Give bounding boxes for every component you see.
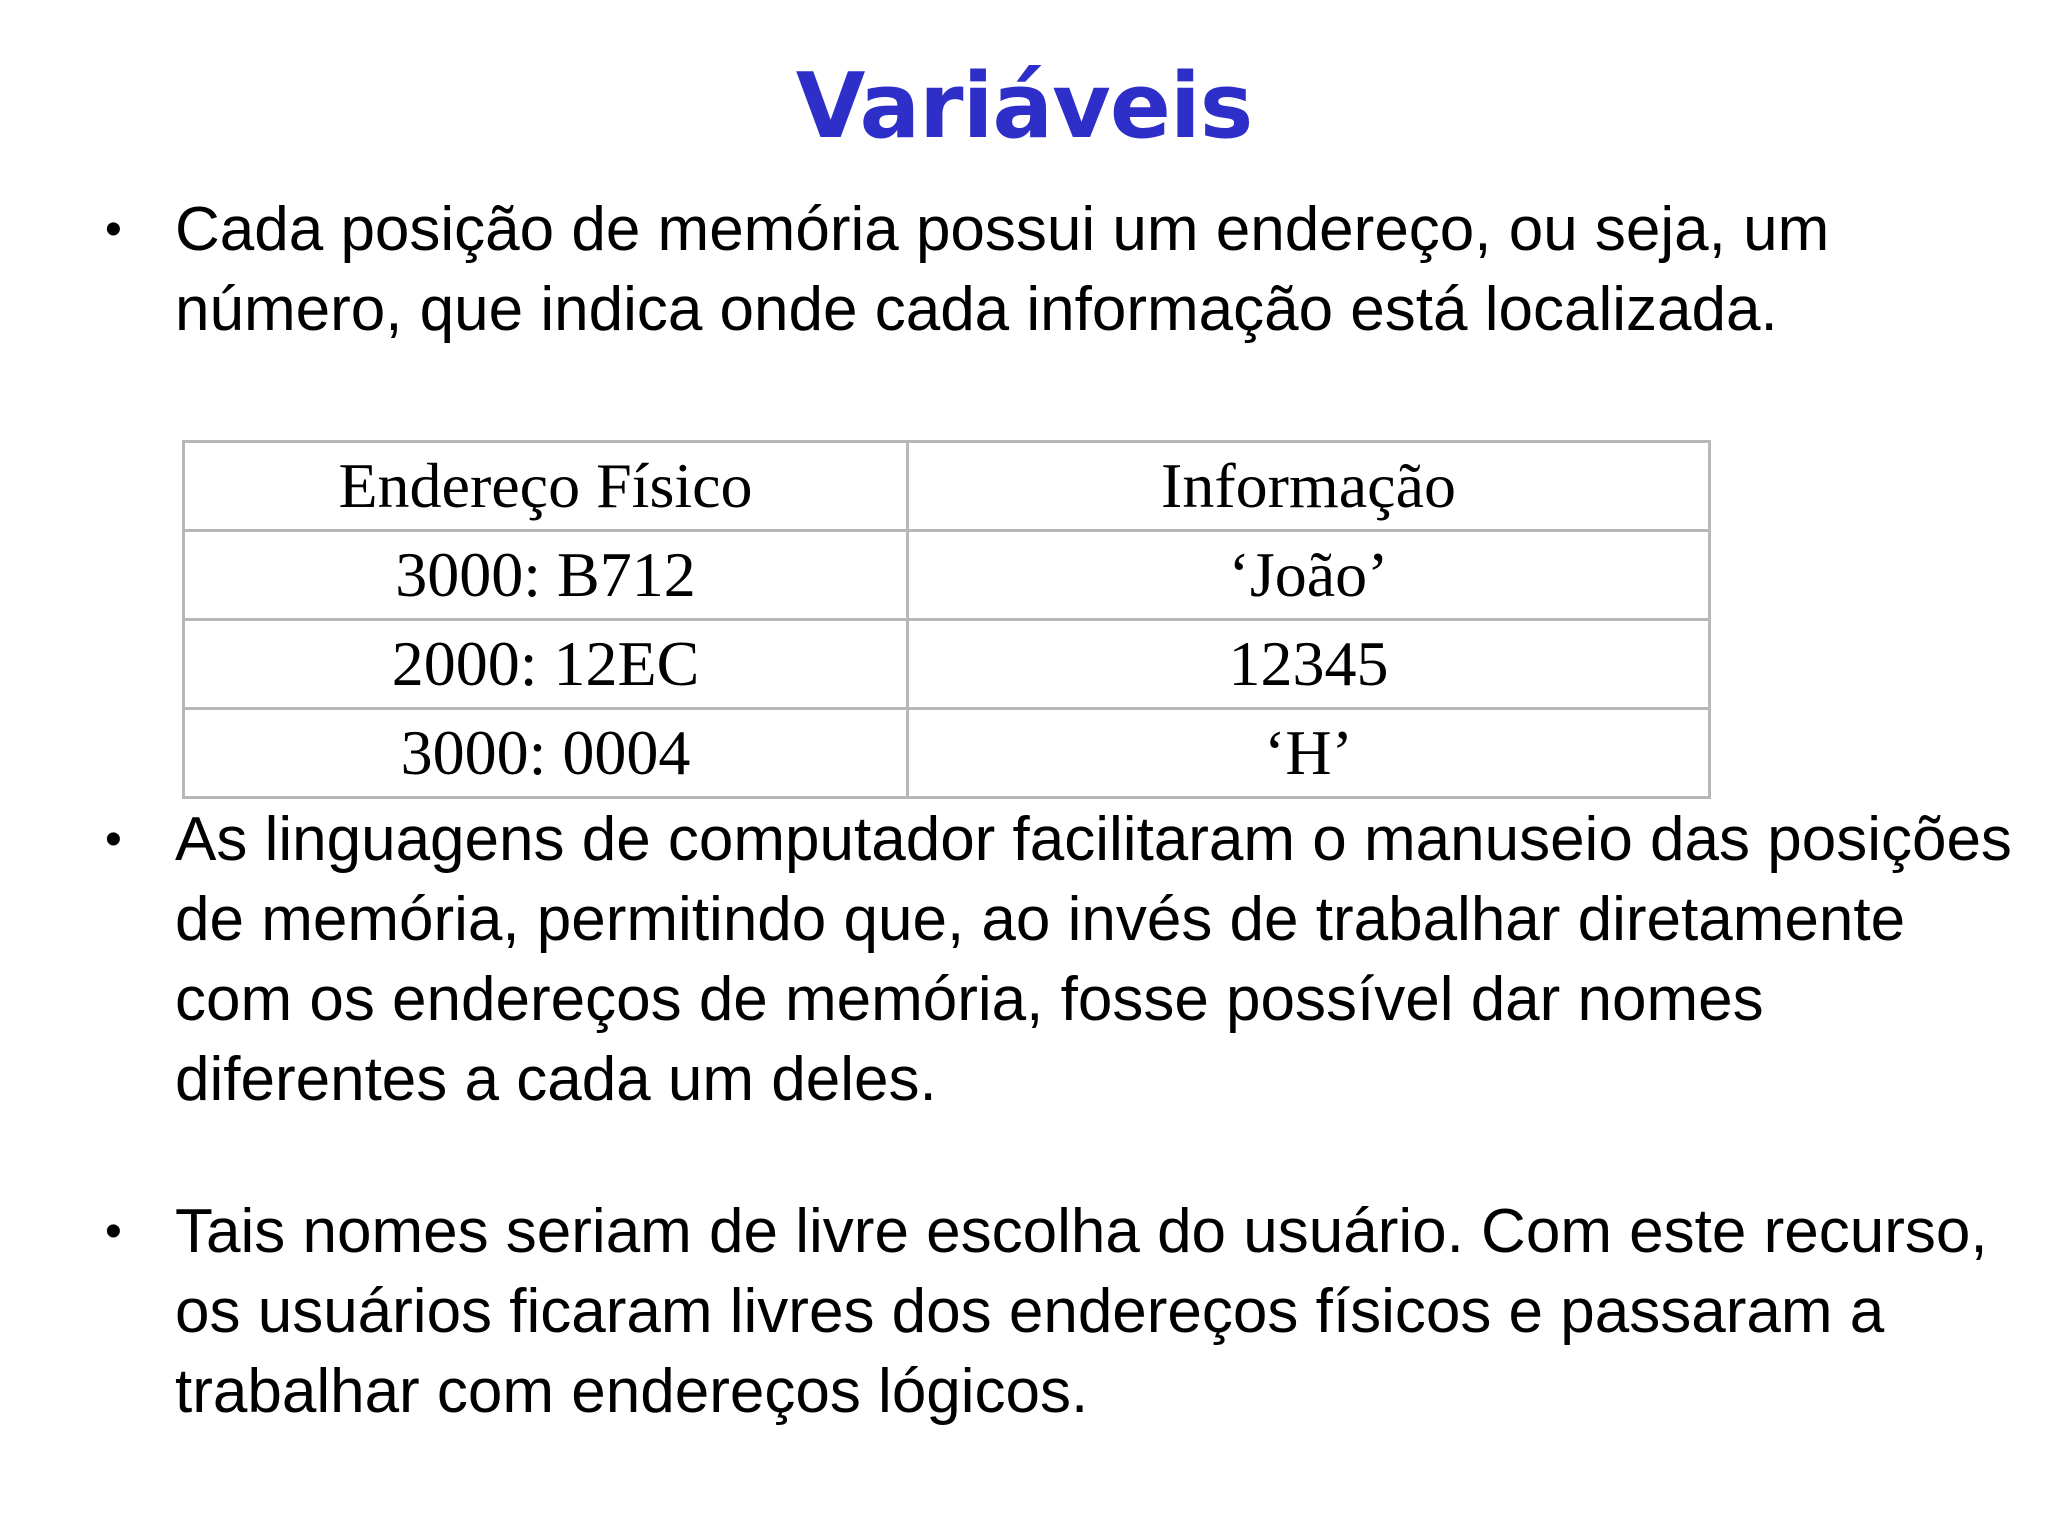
table-header-row	[184, 442, 1710, 531]
table-cell: 3000: B712	[184, 531, 908, 620]
bullet-marker: •	[105, 813, 122, 866]
bullet-marker: •	[105, 203, 122, 256]
bullet-text: As linguagens de computador facilitaram o manuseio das posições de memória, permitindo que, ao invés de trabalhar diretamente com os endereços de memória, fosse possível dar nomes diferentes a cada um deles.	[175, 805, 2012, 1114]
table-row	[184, 709, 1710, 798]
table-row	[184, 620, 1710, 709]
bullet-text: Tais nomes seriam de livre escolha do usuário. Com este recurso, os usuários ficaram livres dos endereços físicos e passaram a trabalhar com endereços lógicos.	[175, 1197, 1988, 1426]
slide-title: Variáveis	[795, 54, 1253, 159]
bullet-text: Cada posição de memória possui um endereço, ou seja, um número, que indica onde cada informação está localizada.	[175, 195, 1830, 344]
table-header-cell: Endereço Físico	[184, 442, 908, 531]
table-row	[184, 531, 1710, 620]
table-header-cell: Informação	[908, 442, 1710, 531]
table-cell: ‘H’	[908, 709, 1710, 798]
table-cell: 2000: 12EC	[184, 620, 908, 709]
table-cell: ‘João’	[908, 531, 1710, 620]
memory-address-table	[182, 440, 1711, 799]
table-cell: 12345	[908, 620, 1710, 709]
table-cell: 3000: 0004	[184, 709, 908, 798]
bullet-marker: •	[105, 1205, 122, 1258]
